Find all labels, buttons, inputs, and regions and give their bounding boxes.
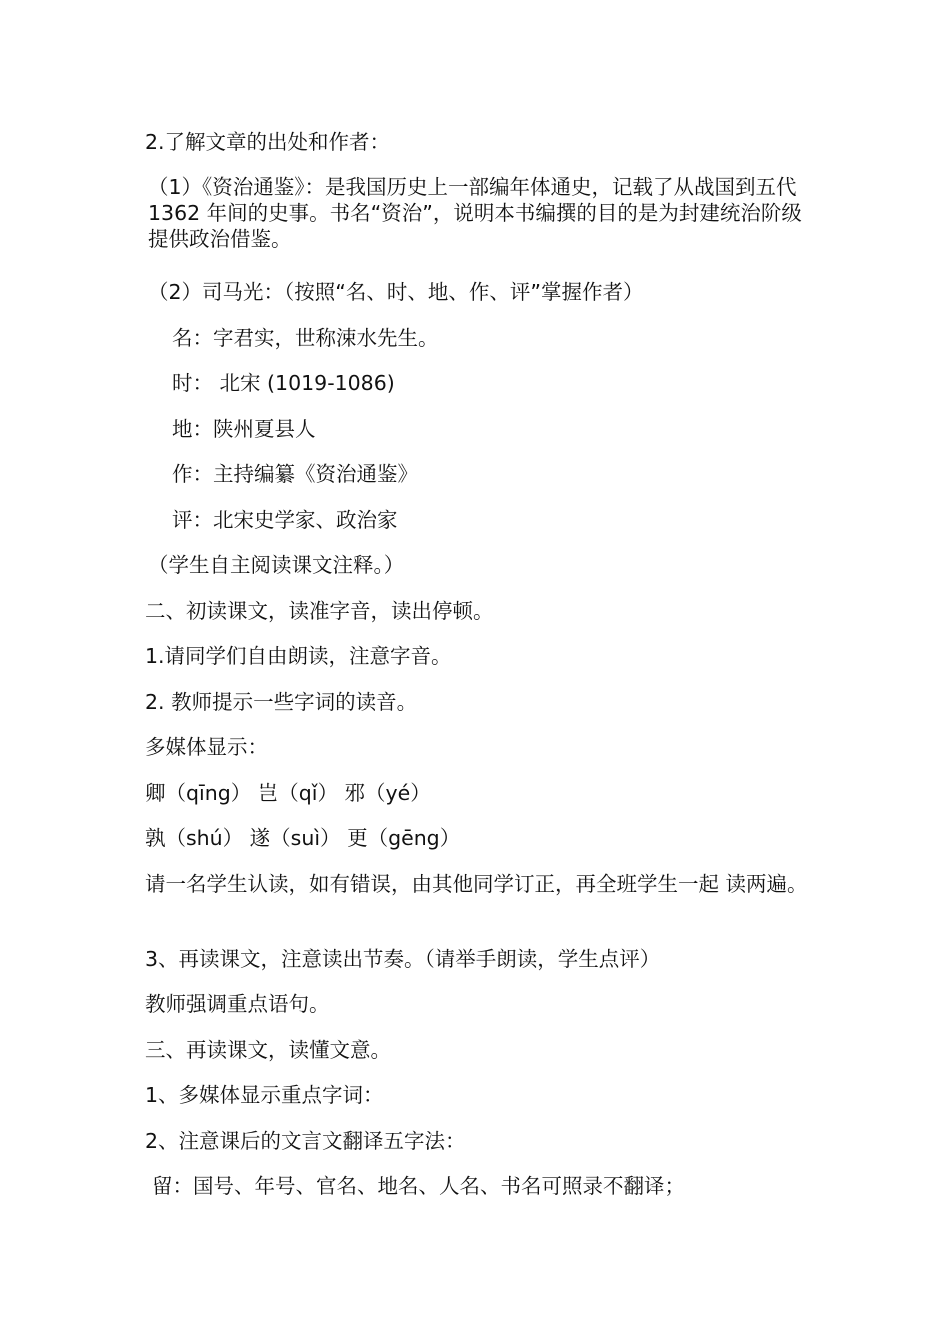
pronunciation-row-2: 孰（shú） 遂（suì） 更（gēng） [145,826,461,850]
note-key-sentences: 教师强调重点语句。 [145,992,330,1016]
author-era-line: 时： 北宋 (1019-1086) [172,371,395,395]
paragraph-student-reading: 请一名学生认读，如有错误，由其他同学订正，再全班学生一起 读两遍。 [145,872,808,896]
paragraph-sima-guang: （2）司马光：（按照“名、时、地、作、评”掌握作者） [148,280,644,304]
author-evaluation-line: 评：北宋史学家、政治家 [172,508,398,532]
section-heading-understanding: 三、再读课文，读懂文意。 [145,1038,391,1062]
step-key-words: 1、多媒体显示重点字词： [145,1083,384,1107]
step-translation-method: 2、注意课后的文言文翻译五字法： [145,1129,466,1153]
multimedia-display-label: 多媒体显示： [145,735,268,759]
pronunciation-row-1: 卿（qīng） 岂（qǐ） 邪（yé） [145,781,431,805]
step-teacher-hints: 2. 教师提示一些字词的读音。 [145,690,418,714]
note-self-reading: （学生自主阅读课文注释。） [148,553,405,577]
author-name-line: 名：字君实，世称涑水先生。 [172,326,439,350]
author-place-line: 地：陕州夏县人 [172,417,316,441]
step-read-rhythm: 3、再读课文，注意读出节奏。（请举手朗读，学生点评） [145,947,661,971]
section-heading-source-author: 2.了解文章的出处和作者： [145,130,391,154]
author-work-line: 作：主持编纂《资治通鉴》 [172,462,418,486]
translation-rule-retain: 留：国号、年号、官名、地名、人名、书名可照录不翻译； [152,1174,685,1198]
step-free-reading: 1.请同学们自由朗读，注意字音。 [145,644,452,668]
paragraph-zizhi-tongjian: （1）《资治通鉴》：是我国历史上一部编年体通史，记载了从战国到五代 1362 年间的史事。书名“资治”，说明本书编撰的目的是为封建统治阶级提供政治借鉴。 [148,175,802,251]
section-heading-first-reading: 二、初读课文，读准字音，读出停顿。 [145,599,494,623]
